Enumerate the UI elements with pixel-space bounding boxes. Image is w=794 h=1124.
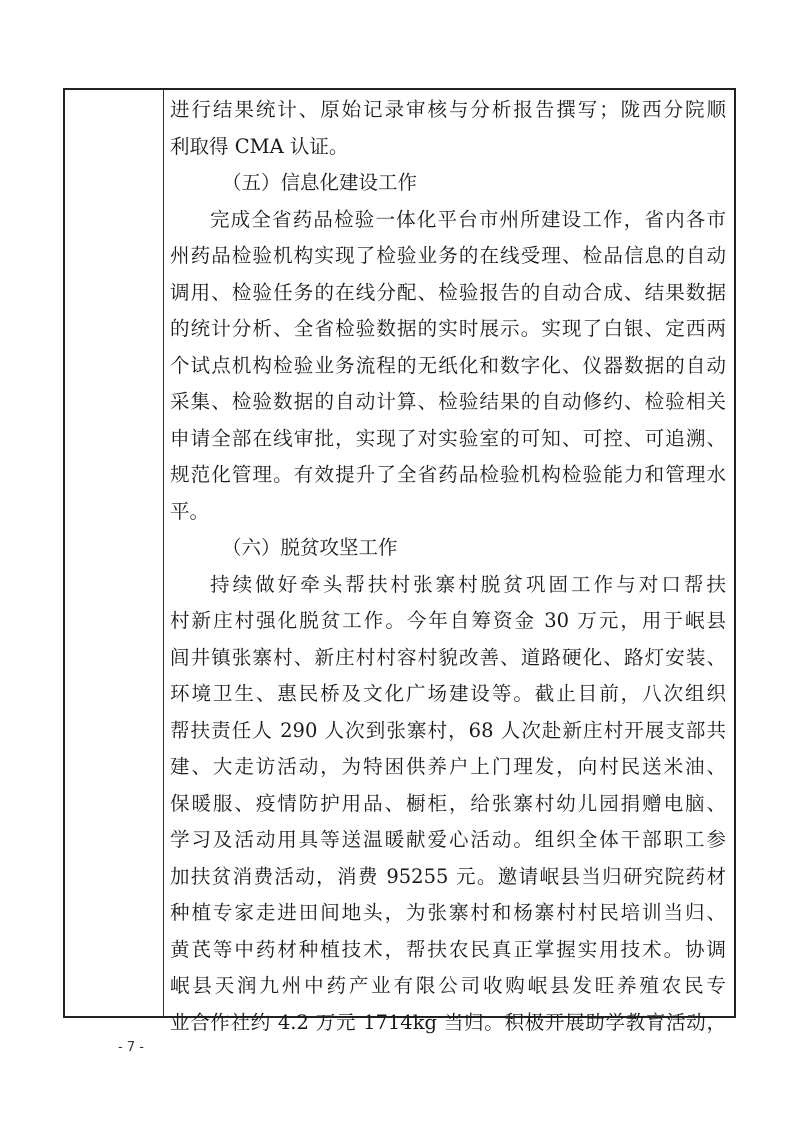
column-divider	[163, 90, 164, 1016]
text-line: 帮扶责任人 290 人次到张寨村，68 人次赴新庄村开展支部共	[170, 718, 726, 742]
body-text	[170, 92, 726, 1041]
text-line: 岷县天润九州中药产业有限公司收购岷县发旺养殖农民专	[170, 974, 726, 997]
text-line: 加扶贫消费活动，消费 95255 元。邀请岷县当归研究院药材	[170, 864, 726, 888]
text-line: 完成全省药品检验一体化平台市州所建设工作，省内各市	[210, 207, 726, 231]
text-line: 业合作社约 4.2 万元 1714kg 当归。积极开展助学教育活动，	[170, 1010, 726, 1034]
text-line: 持续做好牵头帮扶村张寨村脱贫巩固工作与对口帮扶	[210, 572, 726, 596]
text-line: 的统计分析、全省检验数据的实时展示。实现了白银、定西两	[170, 317, 726, 340]
text-line: 州药品检验机构实现了检验业务的在线受理、检品信息的自动	[170, 244, 726, 267]
text-line: 进行结果统计、原始记录审核与分析报告撰写；陇西分院顺	[170, 98, 726, 121]
text-line: 学习及活动用具等送温暖献爱心活动。组织全体干部职工参	[170, 828, 726, 851]
text-line: 村新庄村强化脱贫工作。今年自筹资金 30 万元，用于岷县	[170, 609, 726, 632]
text-line: 个试点机构检验业务流程的无纸化和数字化、仪器数据的自动	[170, 353, 726, 377]
text-line: 环境卫生、惠民桥及文化广场建设等。截止目前，八次组织	[170, 682, 726, 705]
page-number: - 7 -	[118, 1040, 144, 1055]
text-line: 闾井镇张寨村、新庄村村容村貌改善、道路硬化、路灯安装、	[170, 645, 726, 669]
section-heading: （六）脱贫攻坚工作	[222, 536, 398, 559]
text-line: 保暖服、疫情防护用品、橱柜，给张寨村幼儿园捐赠电脑、	[170, 791, 726, 815]
text-line: 种植专家走进田间地头，为张寨村和杨寨村村民培训当归、	[170, 901, 726, 924]
text-line: 建、大走访活动，为特困供养户上门理发，向村民送米油、	[170, 755, 726, 778]
text-line: 采集、检验数据的自动计算、检验结果的自动修约、检验相关	[170, 390, 726, 413]
section-heading: （五）信息化建设工作	[222, 171, 418, 194]
text-line: 申请全部在线审批，实现了对实验室的可知、可控、可追溯、	[170, 426, 726, 450]
text-line: 规范化管理。有效提升了全省药品检验机构检验能力和管理水	[170, 463, 726, 486]
text-line: 利取得 CMA 认证。	[170, 134, 349, 158]
text-line: 平。	[170, 499, 210, 523]
text-line: 黄芪等中药材种植技术，帮扶农民真正掌握实用技术。协调	[170, 937, 726, 961]
text-line: 调用、检验任务的在线分配、检验报告的自动合成、结果数据	[170, 280, 726, 304]
